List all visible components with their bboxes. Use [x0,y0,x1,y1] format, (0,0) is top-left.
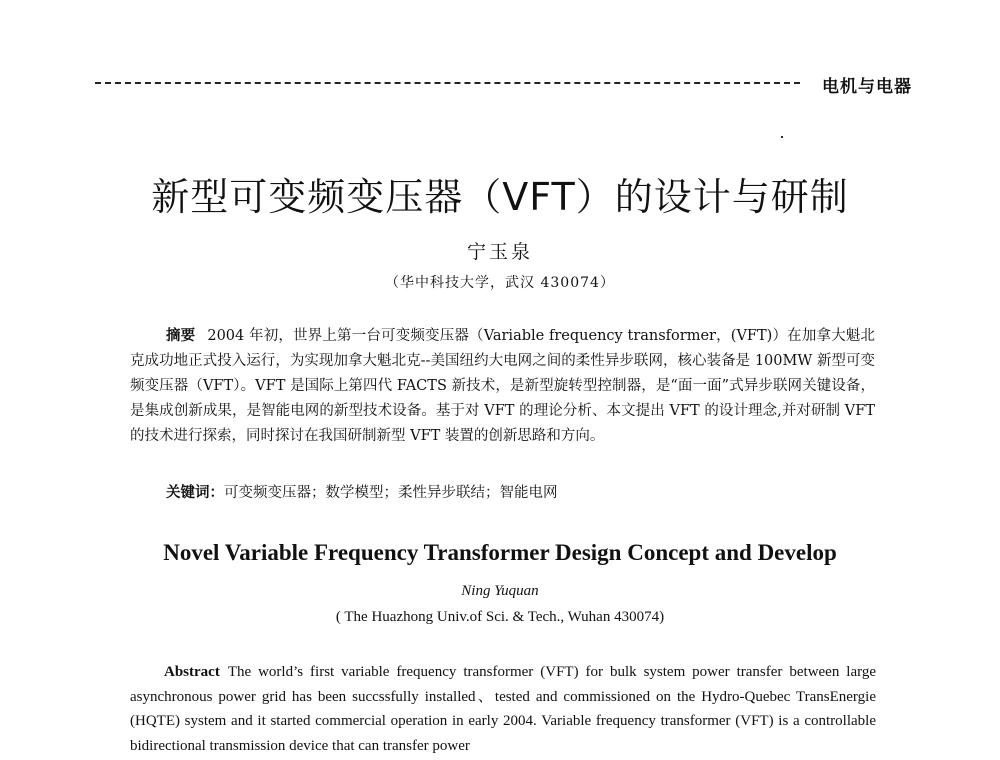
title-cn: 新型可变频变压器（VFT）的设计与研制 [151,175,849,219]
abstract-en [130,660,876,758]
abstract-cn-label: 摘要 [166,327,196,344]
header-rule [95,82,800,84]
keywords-cn-text: 可变频变压器；数学模型；柔性异步联结；智能电网 [224,485,558,501]
author-cn: 宁玉泉 [466,241,533,263]
keywords-cn [166,481,558,502]
affiliation-en: ( The Huazhong Univ.of Sci. & Tech., Wuhan 430074) [335,609,665,625]
abstract-cn-text: 2004 年初，世界上第一台可变频变压器（Variable frequency transformer，(VFT)）在加拿大魁北克成功地正式投入运行，为实现加拿大魁北克--美国纽约大电网之间的柔性异步联网，核心装备是 100MW 新型可变频变压器（VFT）。VFT 是国际上第四代 FACTS 新技术，是新型旋转型控制器，是“面一面”式异步联网关键设备，是集成创新成果，是智能电网的新型技术设备。基于对 VFT 的理论分析、本文提出 VFT 的设计理念,并对研制 VFT 的技术进行探索，同时探讨在我国研制新型 VFT 装置的创新思路和方向。 [130,328,876,444]
keywords-cn-label: 关键词： [166,484,224,501]
abstract-en-text: The world’s first variable frequency transformer (VFT) for bulk system power transfer between large asynchronous power grid has been succssfully installed、tested and commissioned on the Hydro-Quebec TransEnergie (HQTE) system and it started commercial operation in early 2004. Variable frequency transformer (VFT) is a controllable bidirectional transmission device that can transfer power [130,664,876,754]
title-en: Novel Variable Frequency Transformer Design Concept and Develop [163,540,837,565]
abstract-cn [130,323,875,449]
abstract-en-label: Abstract [164,664,220,680]
author-en: Ning Yuquan [461,583,539,599]
scan-speck [781,136,783,138]
affiliation-cn: （华中科技大学，武汉 430074） [385,275,615,291]
journal-name: 电机与电器 [822,77,912,97]
